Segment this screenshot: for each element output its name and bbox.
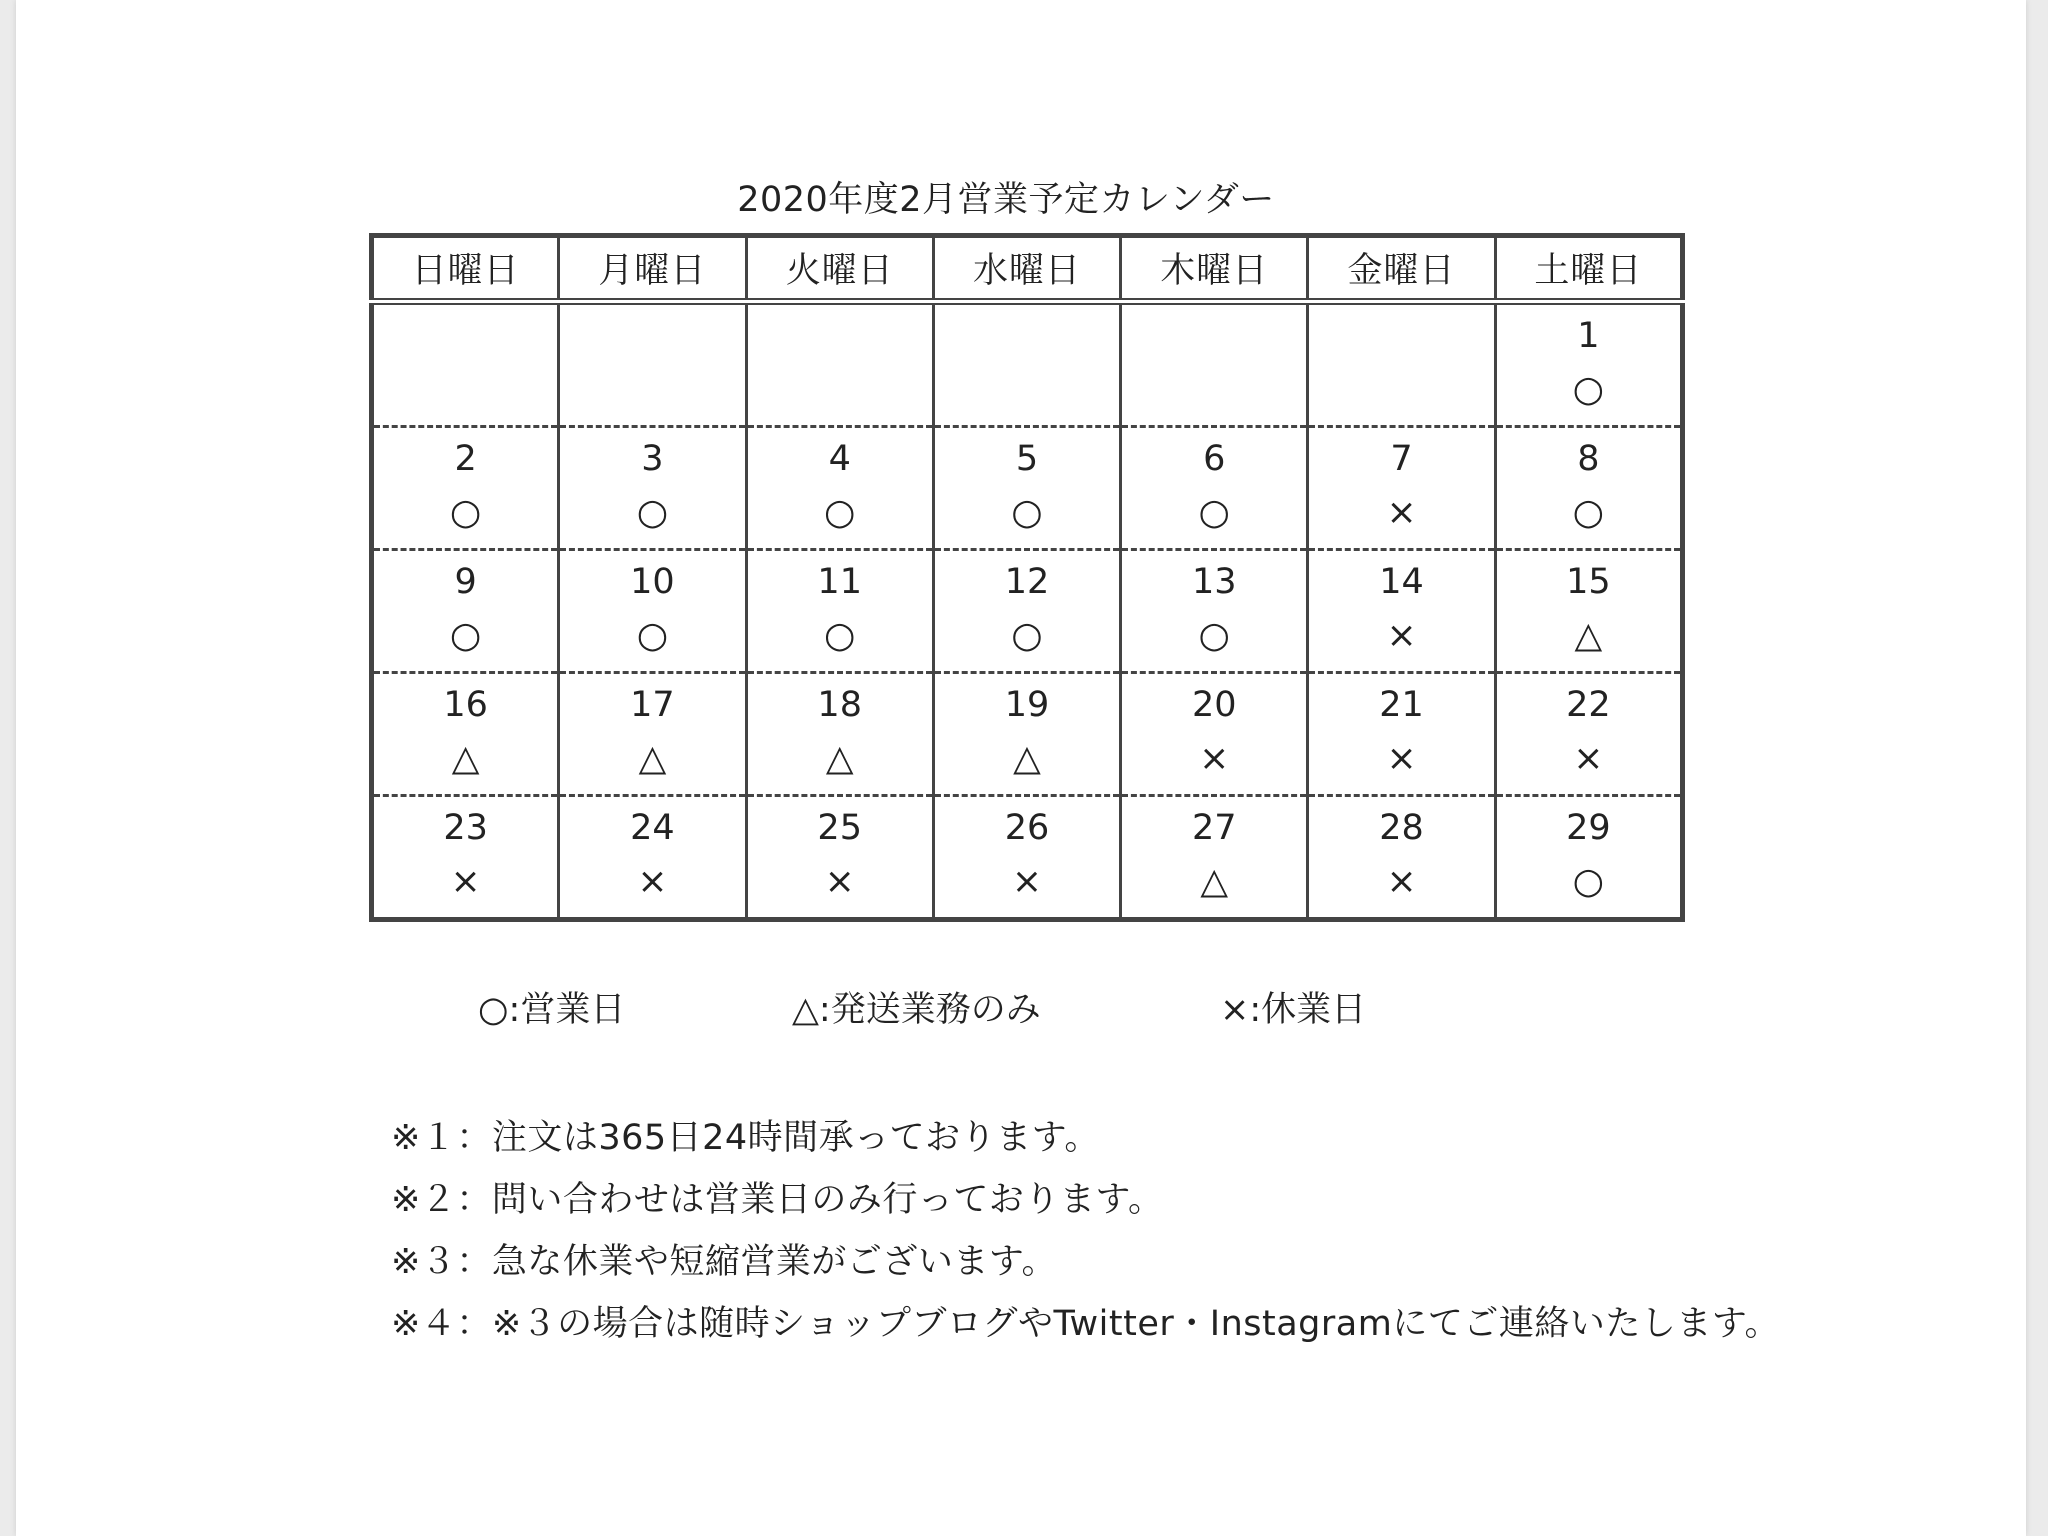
status-mark: ○ [1198, 492, 1230, 533]
day-number: 11 [817, 562, 862, 602]
week-row [372, 427, 1683, 550]
week-row [372, 673, 1683, 796]
day-number: 24 [630, 808, 675, 848]
status-mark [748, 361, 932, 419]
day-cell [1121, 550, 1308, 673]
day-number: 19 [1004, 685, 1050, 725]
day-number: 12 [1004, 562, 1050, 602]
day-number: 13 [1191, 562, 1237, 602]
day-cell [559, 550, 746, 673]
day-number [935, 305, 1119, 361]
day-number [1309, 305, 1493, 361]
weekday-saturday: 土曜日 [1495, 236, 1682, 302]
day-number [748, 305, 932, 361]
week-row [372, 550, 1683, 673]
status-mark: △ [1574, 615, 1603, 656]
day-cell [746, 302, 933, 427]
legend-closed: ×:休業日 [1220, 990, 1367, 1030]
day-number: 18 [817, 685, 862, 725]
day-cell [559, 796, 746, 920]
status-mark: ○ [1011, 492, 1043, 533]
day-number: 3 [641, 439, 664, 479]
status-mark: △ [451, 738, 480, 779]
status-mark [1309, 361, 1493, 419]
status-mark: ○ [823, 615, 856, 656]
day-cell [746, 427, 933, 550]
day-cell [933, 673, 1120, 796]
status-mark [374, 361, 557, 419]
status-mark: ○ [636, 615, 669, 656]
week-row [372, 302, 1683, 427]
calendar-table [369, 233, 1685, 922]
day-cell [1308, 796, 1495, 920]
day-cell [746, 796, 933, 920]
day-cell [1121, 673, 1308, 796]
status-mark: × [1199, 738, 1230, 779]
status-mark: × [1386, 492, 1417, 533]
day-cell [1308, 673, 1495, 796]
status-mark [1122, 361, 1306, 419]
status-mark: ○ [823, 492, 856, 533]
day-cell [1121, 796, 1308, 920]
day-cell [933, 550, 1120, 673]
day-cell [559, 673, 746, 796]
day-cell [559, 302, 746, 427]
legend-shipping: △:発送業務のみ [792, 990, 1041, 1030]
day-cell [1308, 550, 1495, 673]
weekday-sunday: 日曜日 [372, 236, 559, 302]
status-mark: × [1386, 738, 1417, 779]
day-cell [746, 550, 933, 673]
day-number [1122, 305, 1306, 361]
day-cell [1495, 796, 1682, 920]
day-number [374, 305, 557, 361]
day-number: 21 [1379, 685, 1424, 725]
day-cell [1121, 302, 1308, 427]
status-mark: ○ [1572, 369, 1605, 410]
day-number: 28 [1379, 808, 1424, 848]
day-number: 8 [1577, 439, 1600, 479]
weekday-monday: 月曜日 [559, 236, 746, 302]
day-cell [559, 427, 746, 550]
status-mark: △ [825, 738, 854, 779]
legend-open: ○:営業日 [478, 990, 626, 1030]
day-number: 27 [1191, 808, 1237, 848]
calendar-title: 2020年度2月営業予定カレンダー [737, 180, 1275, 220]
status-mark: ○ [1572, 861, 1605, 902]
day-number: 5 [1015, 439, 1039, 479]
document-page [16, 0, 2026, 1536]
day-cell [1308, 427, 1495, 550]
day-cell [372, 796, 559, 920]
day-number: 1 [1577, 316, 1600, 356]
day-cell [933, 796, 1120, 920]
day-number: 25 [817, 808, 862, 848]
status-mark: × [637, 861, 668, 902]
day-cell [746, 673, 933, 796]
day-number: 29 [1566, 808, 1611, 848]
status-mark: △ [638, 738, 667, 779]
status-mark: × [450, 861, 481, 902]
day-cell [1121, 427, 1308, 550]
day-number: 22 [1566, 685, 1611, 725]
day-number: 14 [1379, 562, 1424, 602]
day-number: 2 [454, 439, 477, 479]
day-cell [1495, 427, 1682, 550]
day-number: 7 [1390, 439, 1413, 479]
status-mark: ○ [449, 615, 482, 656]
day-number [560, 305, 744, 361]
weekday-friday: 金曜日 [1308, 236, 1495, 302]
note-1: ※１：注文は365日24時間承っております。 [391, 1118, 1100, 1158]
day-number: 9 [454, 562, 477, 602]
status-mark [935, 361, 1119, 419]
day-cell [372, 550, 559, 673]
day-cell [933, 302, 1120, 427]
day-cell [1308, 302, 1495, 427]
day-number: 6 [1203, 439, 1226, 479]
day-number: 26 [1004, 808, 1050, 848]
week-row [372, 796, 1683, 920]
status-mark: × [1011, 861, 1043, 902]
day-cell [1495, 302, 1682, 427]
status-mark: × [1573, 738, 1604, 779]
status-mark: ○ [449, 492, 482, 533]
day-number: 4 [828, 439, 851, 479]
note-3: ※３：急な休業や短縮営業がございます。 [391, 1242, 1058, 1282]
day-number: 16 [443, 685, 488, 725]
day-cell [372, 427, 559, 550]
weekday-wednesday: 水曜日 [933, 236, 1120, 302]
status-mark: △ [1200, 861, 1229, 902]
status-mark: × [1386, 615, 1417, 656]
status-mark: × [824, 861, 855, 902]
status-mark [560, 361, 744, 419]
day-cell [372, 302, 559, 427]
weekday-header-row [372, 236, 1683, 302]
day-number: 23 [443, 808, 488, 848]
day-cell [1495, 673, 1682, 796]
status-mark: ○ [636, 492, 669, 533]
day-number: 17 [630, 685, 675, 725]
weekday-thursday: 木曜日 [1121, 236, 1308, 302]
day-number: 15 [1566, 562, 1611, 602]
status-mark: ○ [1572, 492, 1605, 533]
day-number: 10 [630, 562, 675, 602]
day-number: 20 [1191, 685, 1237, 725]
note-2: ※２：問い合わせは営業日のみ行っております。 [391, 1180, 1164, 1220]
day-cell [1495, 550, 1682, 673]
status-mark: △ [1013, 738, 1041, 779]
day-cell [372, 673, 559, 796]
status-mark: ○ [1011, 615, 1043, 656]
day-cell [933, 427, 1120, 550]
status-mark: × [1386, 861, 1417, 902]
status-mark: ○ [1198, 615, 1230, 656]
note-4: ※４：※３の場合は随時ショップブログやTwitter・Instagramにてご連絡いたします。 [391, 1304, 1781, 1344]
weekday-tuesday: 火曜日 [746, 236, 933, 302]
